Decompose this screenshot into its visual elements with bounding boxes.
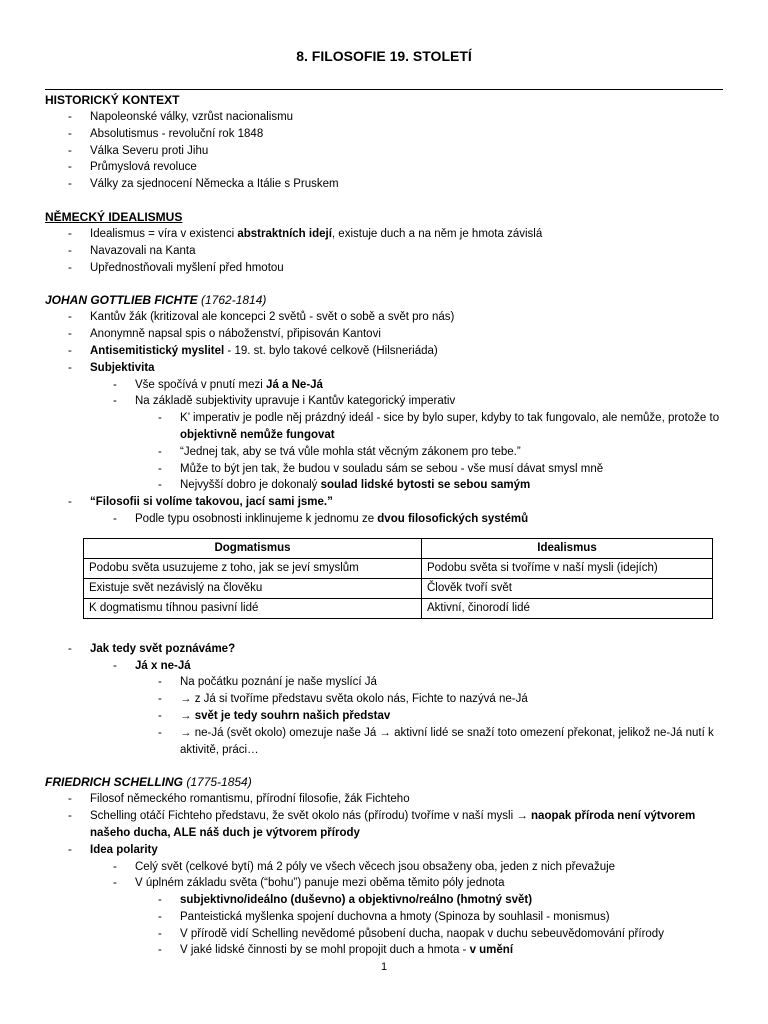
list-item: - Panteistická myšlenka spojení duchovna a hmoty (Spinoza by souhlasil - monismus) (158, 910, 610, 923)
section-heading-idealismus: NĚMECKÝ IDEALISMUS (45, 209, 183, 224)
list-item: - Idea polarity (68, 843, 158, 856)
section-heading-historicky: HISTORICKÝ KONTEXT (45, 93, 180, 107)
list-item: - Válka Severu proti Jihu (68, 144, 209, 157)
list-item: - Napoleonské války, vzrůst nacionalismu (68, 111, 294, 123)
list-item: - K’ imperativ je podle něj prázdný ideál - sice by bylo super, kdyby to tak fungovalo, ale nemůže, protože to objektivně nemůže fungovat (158, 412, 720, 441)
list-item: - Podle typu osobnosti inklinujeme k jednomu ze dvou filosofických systémů (113, 512, 529, 525)
list-item: - V jaké lidské činnosti by se mohl propojit duch a hmota - v umění (158, 944, 514, 957)
list-item: - Anonymně napsal spis o náboženství, připisován Kantovi (68, 328, 381, 341)
list-item: - V přírodě vidí Schelling nevědomé působení ducha, naopak v duchu sebeuvědomování přírody (158, 927, 664, 940)
list-item: - V úplném základu světa (“bohu”) panuje mezi oběma těmito póly jednota (113, 877, 505, 890)
list-item: - Navazovali na Kanta (68, 244, 196, 257)
list-item: - “Filosofii si volíme takovou, jací sami jsme.” (68, 496, 333, 509)
section-heading-fichte: JOHAN GOTTLIEB FICHTE (1762-1814) (45, 293, 267, 308)
heading-rule (45, 89, 723, 90)
table-cell: Podobu světa si tvoříme v naší mysli (idejích) (421, 558, 712, 578)
list-item: - Upřednostňovali myšlení před hmotou (68, 261, 284, 274)
table-cell: K dogmatismu tíhnou pasivní lidé (84, 598, 422, 618)
table-row (84, 558, 713, 578)
table-cell: Člověk tvoří svět (421, 578, 712, 598)
section-heading-schelling: FRIEDRICH SCHELLING (1775-1854) (45, 775, 252, 790)
list-item: - → z Já si tvoříme představu světa okolo nás, Fichte to nazývá ne-Já (158, 693, 528, 706)
list-item: - → ne-Já (svět okolo) omezuje naše Já → aktivní lidé se snaží toto omezení překonat, jelikož ne-Já nutí k aktivitě, práci… (158, 726, 714, 756)
list-item: - Filosof německého romantismu, přírodní filosofie, žák Fichteho (68, 793, 410, 806)
list-item: - Jak tedy svět poznáváme? (68, 642, 236, 655)
list-item: - Idealismus = víra v existenci abstraktních idejí, existuje duch a na něm je hmota závislá (68, 227, 543, 240)
table-row (84, 598, 713, 618)
table-header-cell: Idealismus (421, 538, 712, 558)
list-item: - Já x ne-Já (113, 659, 191, 672)
list-item: - Na základě subjektivity upravuje i Kantův kategorický imperativ (113, 395, 456, 408)
list-item: - Průmyslová revoluce (68, 161, 197, 174)
page-number: 1 (380, 961, 388, 973)
list-item: - Antisemitistický myslitel - 19. st. bylo takové celkově (Hilsneriáda) (68, 344, 438, 357)
list-item: - Války za sjednocení Německa a Itálie s Pruskem (68, 178, 339, 191)
table-cell: Existuje svět nezávislý na člověku (84, 578, 422, 598)
table-header-cell: Dogmatismus (84, 538, 422, 558)
list-item: - Může to být jen tak, že budou v souladu sám se sebou - vše musí dávat smysl mně (158, 462, 604, 475)
list-item: - Celý svět (celkové bytí) má 2 póly ve všech věcech jsou obsaženy oba, jeden z nich převažuje (113, 860, 616, 873)
table-cell: Aktivní, činorodí lidé (421, 598, 712, 618)
list-item: - Na počátku poznání je naše myslící Já (158, 676, 377, 689)
list-item: - Subjektivita (68, 361, 155, 374)
list-item: - → svět je tedy souhrn našich představ (158, 709, 391, 722)
comparison-table (83, 538, 713, 619)
document-body (45, 92, 725, 959)
table-row (84, 578, 713, 598)
list-item: - “Jednej tak, aby se tvá vůle mohla stát věcným zákonem pro tebe.” (158, 445, 521, 458)
list-item: - Schelling otáčí Fichteho představu, že svět okolo nás (přírodu) tvoříme v naší mysli → naopak příroda není výtvorem našeho ducha, ALE náš duch je výtvorem přírody (68, 810, 696, 839)
page-title: 8. FILOSOFIE 19. STOLETÍ (296, 48, 472, 64)
list-item: - Absolutismus - revoluční rok 1848 (68, 127, 264, 140)
table-cell: Podobu světa usuzujeme z toho, jak se jeví smyslům (84, 558, 422, 578)
list-item: - Vše spočívá v pnutí mezi Já a Ne-Já (113, 378, 323, 391)
list-item: - subjektivno/ideálno (duševno) a objektivno/reálno (hmotný svět) (158, 894, 533, 907)
list-item: - Kantův žák (kritizoval ale koncepci 2 světů - svět o sobě a svět pro nás) (68, 311, 455, 324)
table-header-row (84, 538, 713, 558)
list-item: - Nejvyšší dobro je dokonalý soulad lidské bytosti se sebou samým (158, 479, 531, 492)
